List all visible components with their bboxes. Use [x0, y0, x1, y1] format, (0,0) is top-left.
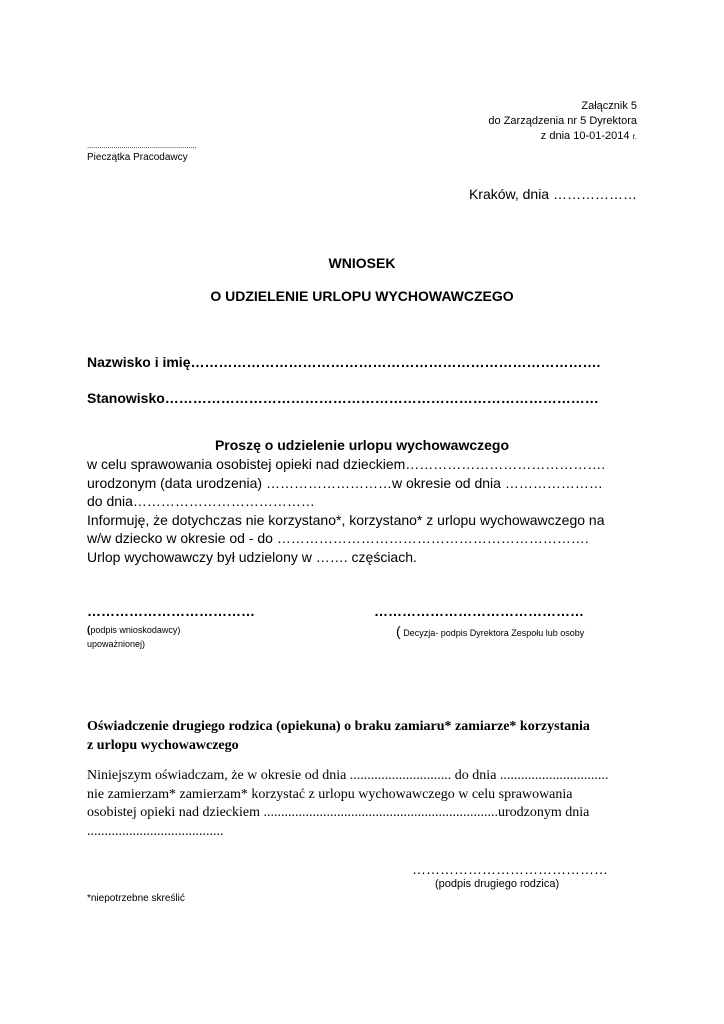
- applicant-label-text: podpis wnioskodawcy): [90, 625, 181, 635]
- document-title: WNIOSEK: [328, 255, 396, 271]
- attachment-date-suffix: r.: [632, 132, 637, 141]
- request-line: Informuję, że dotychczas nie korzystano*, korzystano* z urlopu wychowawczego na: [87, 511, 605, 528]
- request-line: do dnia…………………………………: [87, 493, 315, 509]
- statement-line: nie zamierzam* zamierzam* korzystać z urlopu wychowawczego w celu sprawowania: [87, 786, 573, 802]
- attachment-line-1: Załącznik 5: [581, 100, 637, 112]
- attachment-line-2: do Zarządzenia nr 5 Dyrektora: [488, 115, 637, 127]
- document-subtitle: O UDZIELENIE URLOPU WYCHOWAWCZEGO: [210, 288, 514, 304]
- applicant-signature-dots: ………………………………: [87, 603, 255, 619]
- applicant-label-line-2: upoważnionej): [87, 639, 146, 649]
- decision-label-text: Decyzja- podpis Dyrektora Zespołu lub osoby: [403, 628, 585, 638]
- statement-line: .......................................: [87, 823, 224, 839]
- request-line: w celu sprawowania osobistej opieki nad dzieckiem…………………………………….: [87, 456, 606, 472]
- stamp-label: Pieczątka Pracodawcy: [87, 152, 188, 163]
- request-line: Urlop wychowawczy był udzielony w ……. częściach.: [87, 548, 417, 565]
- request-body: [87, 455, 605, 566]
- decision-signature-dots: ………………………………………: [374, 603, 584, 619]
- attachment-date-value: z dnia 10-01-2014: [540, 130, 630, 142]
- position-field: Stanowisko…………………………………………………………………………………: [87, 390, 599, 406]
- decision-label-paren: (: [396, 623, 401, 639]
- attachment-header: [488, 99, 637, 144]
- request-line: w/w dziecko w okresie od - do ………………………………………………………….: [87, 530, 589, 546]
- request-line: urodzonym (data urodzenia) ………………………w okresie od dnia …………………: [87, 474, 603, 491]
- statement-body: [87, 767, 608, 841]
- decision-signature-label: [396, 623, 584, 639]
- place-date: Kraków, dnia ………………: [468, 186, 637, 202]
- second-parent-signature-dots: ……………………………………: [412, 861, 608, 877]
- request-heading: Proszę o udzielenie urlopu wychowawczego: [214, 437, 510, 453]
- stamp-dots: ......................................................: [87, 141, 197, 150]
- statement-line: osobistej opieki nad dzieckiem ...................................................................urodzonym dnia: [87, 805, 590, 820]
- attachment-date: [488, 129, 637, 144]
- second-parent-signature-label: (podpis drugiego rodzica): [435, 878, 560, 890]
- applicant-signature-label: [87, 625, 180, 636]
- footnote: *niepotrzebne skreślić: [87, 893, 185, 904]
- statement-heading: [87, 717, 590, 755]
- applicant-label-paren: (: [87, 625, 91, 636]
- statement-heading-line: z urlopu wychowawczego: [87, 738, 239, 753]
- statement-line: Niniejszym oświadczam, że w okresie od dnia ............................. do dnia ...............................: [87, 768, 609, 783]
- statement-heading-line: Oświadczenie drugiego rodzica (opiekuna) o braku zamiaru* zamiarze* korzystania: [87, 719, 590, 734]
- name-field: Nazwisko i imię…………………………………………………………………………….: [87, 354, 601, 370]
